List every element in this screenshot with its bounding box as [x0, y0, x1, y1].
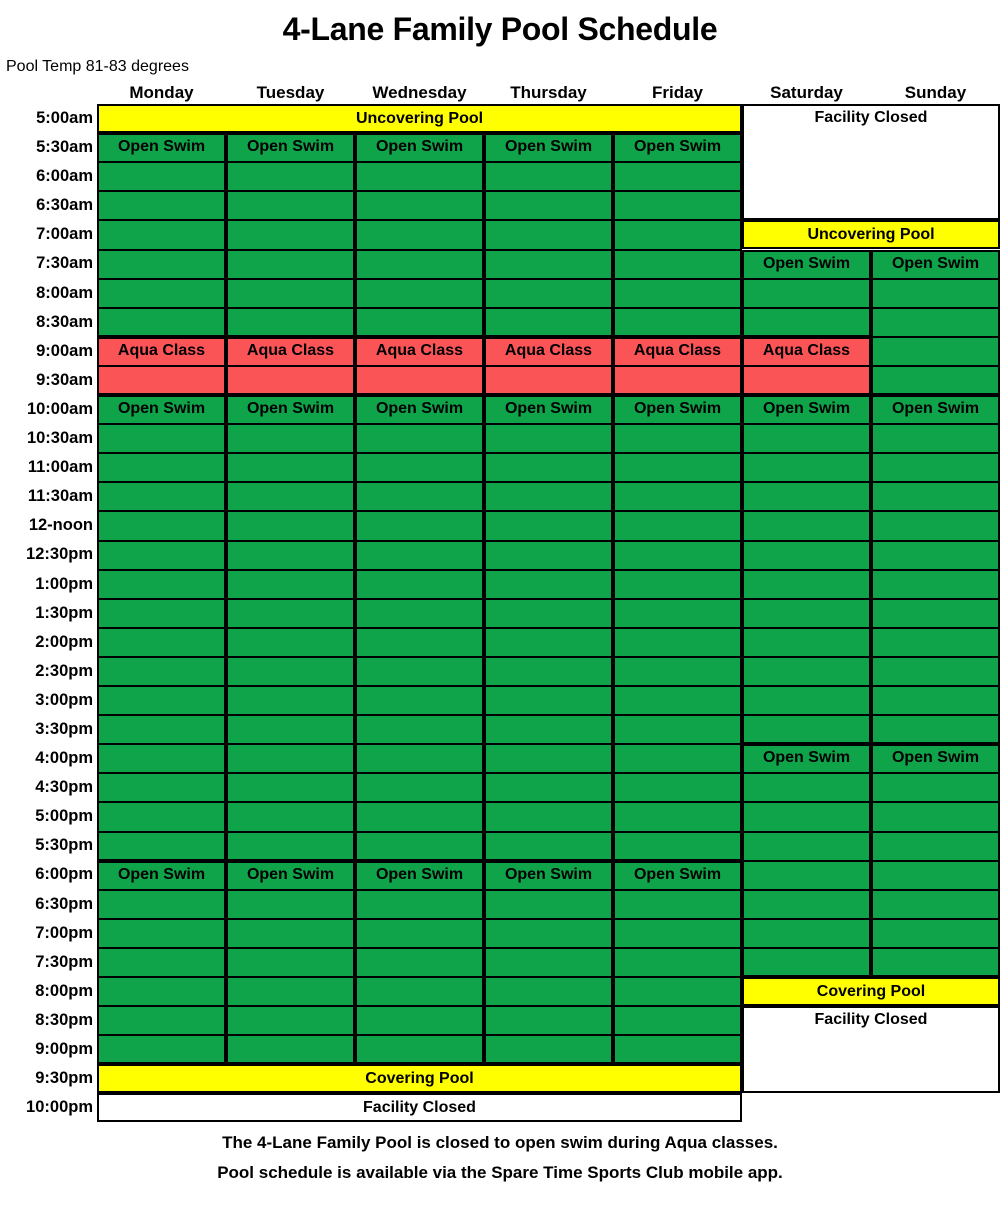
- half-hour-rule: [355, 714, 484, 716]
- half-hour-rule: [484, 1034, 613, 1036]
- half-hour-rule: [613, 481, 742, 483]
- half-hour-rule: [871, 365, 1000, 367]
- half-hour-rule: [613, 307, 742, 309]
- half-hour-rule: [613, 219, 742, 221]
- half-hour-rule: [613, 947, 742, 949]
- schedule-block-label: Open Swim: [762, 254, 851, 272]
- half-hour-rule: [97, 598, 226, 600]
- half-hour-rule: [742, 627, 871, 629]
- half-hour-rule: [355, 540, 484, 542]
- half-hour-rule: [226, 801, 355, 803]
- pool-temp-note: Pool Temp 81-83 degrees: [6, 58, 189, 75]
- time-label: 7:00pm: [35, 923, 93, 942]
- time-label: 9:30am: [36, 370, 93, 389]
- half-hour-rule: [97, 627, 226, 629]
- half-hour-rule: [97, 714, 226, 716]
- half-hour-rule: [613, 714, 742, 716]
- half-hour-rule: [484, 801, 613, 803]
- half-hour-rule: [355, 889, 484, 891]
- time-label: 9:00pm: [35, 1040, 93, 1058]
- half-hour-rule: [484, 365, 613, 367]
- day-header-wednesday: Wednesday: [372, 82, 467, 102]
- half-hour-rule: [484, 481, 613, 483]
- half-hour-rule: [871, 656, 1000, 658]
- half-hour-rule: [871, 947, 1000, 949]
- half-hour-rule: [355, 656, 484, 658]
- half-hour-rule: [97, 743, 226, 745]
- half-hour-rule: [226, 976, 355, 978]
- half-hour-rule: [355, 219, 484, 221]
- half-hour-rule: [613, 365, 742, 367]
- schedule-block-label: Aqua Class: [633, 341, 722, 359]
- time-label: 5:00am: [36, 109, 93, 127]
- half-hour-rule: [97, 976, 226, 978]
- half-hour-rule: [355, 772, 484, 774]
- time-label: 5:00pm: [35, 807, 93, 826]
- half-hour-rule: [871, 772, 1000, 774]
- half-hour-rule: [355, 278, 484, 280]
- half-hour-rule: [871, 598, 1000, 600]
- schedule-block-uncovering-pool: [97, 104, 742, 133]
- schedule-block-label: Open Swim: [633, 400, 722, 417]
- half-hour-rule: [742, 714, 871, 716]
- half-hour-rule: [355, 1005, 484, 1007]
- half-hour-rule: [484, 656, 613, 658]
- time-label: 12:30pm: [26, 545, 93, 564]
- time-label: 10:00am: [26, 399, 93, 418]
- half-hour-rule: [613, 801, 742, 803]
- half-hour-rule: [97, 365, 226, 367]
- half-hour-rule: [613, 918, 742, 920]
- page-title: 4-Lane Family Pool Schedule: [282, 11, 718, 47]
- half-hour-rule: [97, 918, 226, 920]
- half-hour-rule: [355, 627, 484, 629]
- half-hour-rule: [226, 452, 355, 454]
- half-hour-rule: [484, 831, 613, 833]
- half-hour-rule: [97, 831, 226, 833]
- schedule-block-label: Open Swim: [246, 138, 335, 156]
- half-hour-rule: [613, 889, 742, 891]
- schedule-block-label: Covering Pool: [365, 1069, 474, 1087]
- half-hour-rule: [226, 161, 355, 163]
- half-hour-rule: [613, 510, 742, 512]
- half-hour-rule: [97, 889, 226, 891]
- half-hour-rule: [484, 714, 613, 716]
- half-hour-rule: [484, 598, 613, 600]
- half-hour-rule: [742, 860, 871, 862]
- half-hour-rule: [484, 772, 613, 774]
- half-hour-rule: [226, 656, 355, 658]
- time-label: 4:00pm: [35, 749, 93, 768]
- schedule-block-facility-closed: [742, 104, 1000, 220]
- day-header-monday: Monday: [129, 82, 194, 102]
- half-hour-rule: [742, 569, 871, 571]
- time-label: 10:30am: [26, 429, 93, 448]
- half-hour-rule: [742, 918, 871, 920]
- half-hour-rule: [613, 540, 742, 542]
- half-hour-rule: [97, 540, 226, 542]
- time-label: 8:00pm: [35, 981, 93, 1000]
- half-hour-rule: [97, 801, 226, 803]
- half-hour-rule: [226, 307, 355, 309]
- half-hour-rule: [97, 161, 226, 163]
- half-hour-rule: [226, 190, 355, 192]
- half-hour-rule: [97, 685, 226, 687]
- half-hour-rule: [97, 1005, 226, 1007]
- half-hour-rule: [97, 947, 226, 949]
- half-hour-rule: [484, 743, 613, 745]
- half-hour-rule: [484, 889, 613, 891]
- half-hour-rule: [613, 685, 742, 687]
- half-hour-rule: [226, 481, 355, 483]
- time-label: 11:00am: [27, 458, 93, 477]
- schedule-block-covering-pool: [742, 977, 1000, 1006]
- schedule-block-label: Open Swim: [762, 400, 851, 417]
- half-hour-rule: [613, 976, 742, 978]
- half-hour-rule: [484, 249, 613, 251]
- half-hour-rule: [226, 947, 355, 949]
- footer-note-mobile: Pool schedule is available via the Spare Time Sports Club mobile app.: [217, 1163, 783, 1182]
- half-hour-rule: [97, 452, 226, 454]
- schedule-block-label: Open Swim: [504, 138, 593, 156]
- half-hour-rule: [226, 918, 355, 920]
- time-label: 12-noon: [28, 516, 93, 535]
- time-label: 1:30pm: [35, 603, 93, 622]
- half-hour-rule: [871, 831, 1000, 833]
- half-hour-rule: [484, 219, 613, 221]
- half-hour-rule: [742, 365, 871, 367]
- day-header-sunday: Sunday: [904, 82, 967, 102]
- schedule-block-label: Uncovering Pool: [355, 109, 484, 127]
- half-hour-rule: [226, 569, 355, 571]
- half-hour-rule: [226, 714, 355, 716]
- footer-note-aqua: The 4-Lane Family Pool is closed to open swim during Aqua classes.: [222, 1133, 778, 1152]
- half-hour-rule: [355, 918, 484, 920]
- half-hour-rule: [226, 772, 355, 774]
- footer: [0, 1128, 1000, 1188]
- time-label: 1:00pm: [35, 574, 93, 593]
- schedule-block-label: Open Swim: [375, 138, 464, 156]
- half-hour-rule: [355, 598, 484, 600]
- time-label: 3:00pm: [35, 690, 93, 709]
- half-hour-rule: [613, 627, 742, 629]
- schedule-block-label: Open Swim: [891, 400, 980, 417]
- schedule-container: [0, 81, 1000, 1122]
- half-hour-rule: [226, 423, 355, 425]
- half-hour-rule: [613, 772, 742, 774]
- schedule-block-facility-closed: [742, 1006, 1000, 1093]
- half-hour-rule: [871, 452, 1000, 454]
- half-hour-rule: [742, 510, 871, 512]
- half-hour-rule: [742, 423, 871, 425]
- half-hour-rule: [742, 947, 871, 949]
- half-hour-rule: [742, 685, 871, 687]
- half-hour-rule: [613, 423, 742, 425]
- half-hour-rule: [613, 569, 742, 571]
- half-hour-rule: [355, 947, 484, 949]
- half-hour-rule: [97, 569, 226, 571]
- schedule-block-label: Open Swim: [117, 865, 206, 883]
- half-hour-rule: [355, 1034, 484, 1036]
- schedule-block-label: Open Swim: [762, 749, 851, 767]
- half-hour-rule: [355, 510, 484, 512]
- schedule-block-label: Open Swim: [504, 400, 593, 417]
- half-hour-rule: [97, 219, 226, 221]
- half-hour-rule: [742, 772, 871, 774]
- time-label-column: [0, 104, 93, 1122]
- half-hour-rule: [226, 831, 355, 833]
- schedule-block-label: Open Swim: [117, 400, 206, 417]
- time-label: 4:30pm: [35, 778, 93, 797]
- half-hour-rule: [613, 190, 742, 192]
- half-hour-rule: [871, 889, 1000, 891]
- half-hour-rule: [355, 423, 484, 425]
- half-hour-rule: [871, 685, 1000, 687]
- time-label: 8:30am: [36, 312, 93, 331]
- time-label: 7:30am: [36, 254, 93, 273]
- time-label: 9:00am: [36, 341, 93, 360]
- half-hour-rule: [355, 249, 484, 251]
- half-hour-rule: [355, 365, 484, 367]
- time-label: 6:30am: [36, 196, 93, 215]
- time-label: 8:00am: [36, 283, 93, 302]
- day-header-thursday: Thursday: [510, 82, 587, 102]
- half-hour-rule: [226, 510, 355, 512]
- half-hour-rule: [871, 307, 1000, 309]
- half-hour-rule: [484, 918, 613, 920]
- half-hour-rule: [742, 481, 871, 483]
- half-hour-rule: [226, 1034, 355, 1036]
- half-hour-rule: [613, 1005, 742, 1007]
- schedule-block-label: Open Swim: [891, 749, 980, 767]
- time-label: 7:00am: [36, 225, 93, 244]
- half-hour-rule: [226, 365, 355, 367]
- schedule-block-label: Open Swim: [633, 138, 722, 156]
- schedule-block-label: Open Swim: [117, 138, 206, 156]
- schedule-grid: [0, 104, 1000, 1122]
- half-hour-rule: [742, 278, 871, 280]
- half-hour-rule: [226, 1005, 355, 1007]
- schedule-block-label: Open Swim: [246, 400, 335, 417]
- half-hour-rule: [97, 481, 226, 483]
- schedule-block-uncovering-pool: [742, 220, 1000, 249]
- half-hour-rule: [871, 714, 1000, 716]
- time-label: 6:00am: [36, 167, 93, 186]
- time-label: 8:30pm: [35, 1010, 93, 1029]
- schedule-block-label: Aqua Class: [117, 341, 206, 359]
- time-label: 11:30am: [27, 487, 93, 506]
- time-label: 6:30pm: [35, 894, 93, 913]
- half-hour-rule: [97, 510, 226, 512]
- time-label: 7:30pm: [35, 952, 93, 971]
- half-hour-rule: [871, 801, 1000, 803]
- half-hour-rule: [226, 627, 355, 629]
- half-hour-rule: [742, 656, 871, 658]
- half-hour-rule: [97, 656, 226, 658]
- half-hour-rule: [484, 278, 613, 280]
- half-hour-rule: [355, 831, 484, 833]
- half-hour-rule: [226, 249, 355, 251]
- half-hour-rule: [613, 161, 742, 163]
- half-hour-rule: [484, 423, 613, 425]
- schedule-block-label: Aqua Class: [246, 341, 335, 359]
- half-hour-rule: [226, 889, 355, 891]
- half-hour-rule: [871, 540, 1000, 542]
- schedule-block-label: Facility Closed: [814, 109, 928, 126]
- schedule-block-label: Open Swim: [375, 865, 464, 883]
- half-hour-rule: [613, 598, 742, 600]
- schedule-block-label: Facility Closed: [363, 1098, 476, 1116]
- half-hour-rule: [355, 452, 484, 454]
- half-hour-rule: [484, 540, 613, 542]
- half-hour-rule: [484, 307, 613, 309]
- half-hour-rule: [97, 772, 226, 774]
- half-hour-rule: [484, 161, 613, 163]
- schedule-block-open-swim: [742, 250, 871, 337]
- half-hour-rule: [226, 219, 355, 221]
- day-header-row: [0, 81, 1000, 104]
- day-header-friday: Friday: [651, 82, 704, 102]
- half-hour-rule: [613, 452, 742, 454]
- schedule-block-label: Open Swim: [246, 865, 335, 883]
- half-hour-rule: [742, 540, 871, 542]
- half-hour-rule: [613, 249, 742, 251]
- half-hour-rule: [742, 598, 871, 600]
- half-hour-rule: [613, 656, 742, 658]
- half-hour-rule: [97, 307, 226, 309]
- half-hour-rule: [97, 423, 226, 425]
- half-hour-rule: [355, 569, 484, 571]
- time-label: 5:30pm: [35, 836, 93, 855]
- time-label: 5:30am: [36, 138, 93, 157]
- half-hour-rule: [226, 540, 355, 542]
- half-hour-rule: [871, 336, 1000, 338]
- half-hour-rule: [226, 278, 355, 280]
- half-hour-rule: [742, 452, 871, 454]
- schedule-block-label: Open Swim: [504, 865, 593, 883]
- half-hour-rule: [613, 1034, 742, 1036]
- half-hour-rule: [871, 423, 1000, 425]
- time-label: 2:30pm: [35, 661, 93, 680]
- time-label: 10:00pm: [26, 1098, 93, 1117]
- half-hour-rule: [742, 831, 871, 833]
- half-hour-rule: [613, 831, 742, 833]
- half-hour-rule: [355, 481, 484, 483]
- half-hour-rule: [871, 918, 1000, 920]
- half-hour-rule: [355, 976, 484, 978]
- half-hour-rule: [484, 510, 613, 512]
- half-hour-rule: [97, 190, 226, 192]
- half-hour-rule: [484, 976, 613, 978]
- schedule-block-covering-pool: [97, 1064, 742, 1093]
- half-hour-rule: [97, 278, 226, 280]
- half-hour-rule: [355, 801, 484, 803]
- half-hour-rule: [355, 161, 484, 163]
- half-hour-rule: [871, 569, 1000, 571]
- half-hour-rule: [613, 743, 742, 745]
- schedule-block-open-swim: [871, 250, 1000, 396]
- half-hour-rule: [871, 627, 1000, 629]
- half-hour-rule: [742, 889, 871, 891]
- time-label: 6:00pm: [35, 865, 93, 884]
- schedule-block-label: Open Swim: [891, 254, 980, 272]
- half-hour-rule: [871, 278, 1000, 280]
- half-hour-rule: [613, 278, 742, 280]
- half-hour-rule: [97, 1034, 226, 1036]
- day-header-tuesday: Tuesday: [256, 82, 325, 102]
- half-hour-rule: [484, 1005, 613, 1007]
- schedule-block-facility-closed: [97, 1093, 742, 1122]
- half-hour-rule: [484, 627, 613, 629]
- schedule-block-label: Covering Pool: [816, 982, 926, 1000]
- half-hour-rule: [484, 685, 613, 687]
- time-label: 9:30pm: [35, 1069, 93, 1088]
- time-label: 2:00pm: [35, 632, 93, 651]
- schedule-block-label: Uncovering Pool: [807, 225, 935, 243]
- half-hour-rule: [226, 598, 355, 600]
- half-hour-rule: [742, 801, 871, 803]
- half-hour-rule: [871, 481, 1000, 483]
- schedule-block-label: Facility Closed: [814, 1011, 928, 1029]
- time-label: 3:30pm: [35, 719, 93, 738]
- half-hour-rule: [484, 569, 613, 571]
- half-hour-rule: [484, 947, 613, 949]
- half-hour-rule: [97, 249, 226, 251]
- schedule-block-label: Open Swim: [375, 400, 464, 417]
- schedule-block-label: Aqua Class: [375, 341, 464, 359]
- half-hour-rule: [355, 743, 484, 745]
- day-header-saturday: Saturday: [770, 82, 843, 102]
- schedule-block-label: Aqua Class: [504, 341, 593, 359]
- half-hour-rule: [355, 190, 484, 192]
- half-hour-rule: [226, 685, 355, 687]
- schedule-block-label: Open Swim: [633, 865, 722, 883]
- half-hour-rule: [484, 452, 613, 454]
- half-hour-rule: [484, 190, 613, 192]
- half-hour-rule: [742, 307, 871, 309]
- half-hour-rule: [871, 510, 1000, 512]
- half-hour-rule: [226, 743, 355, 745]
- schedule-block-label: Aqua Class: [762, 341, 851, 359]
- half-hour-rule: [871, 860, 1000, 862]
- half-hour-rule: [355, 685, 484, 687]
- half-hour-rule: [355, 307, 484, 309]
